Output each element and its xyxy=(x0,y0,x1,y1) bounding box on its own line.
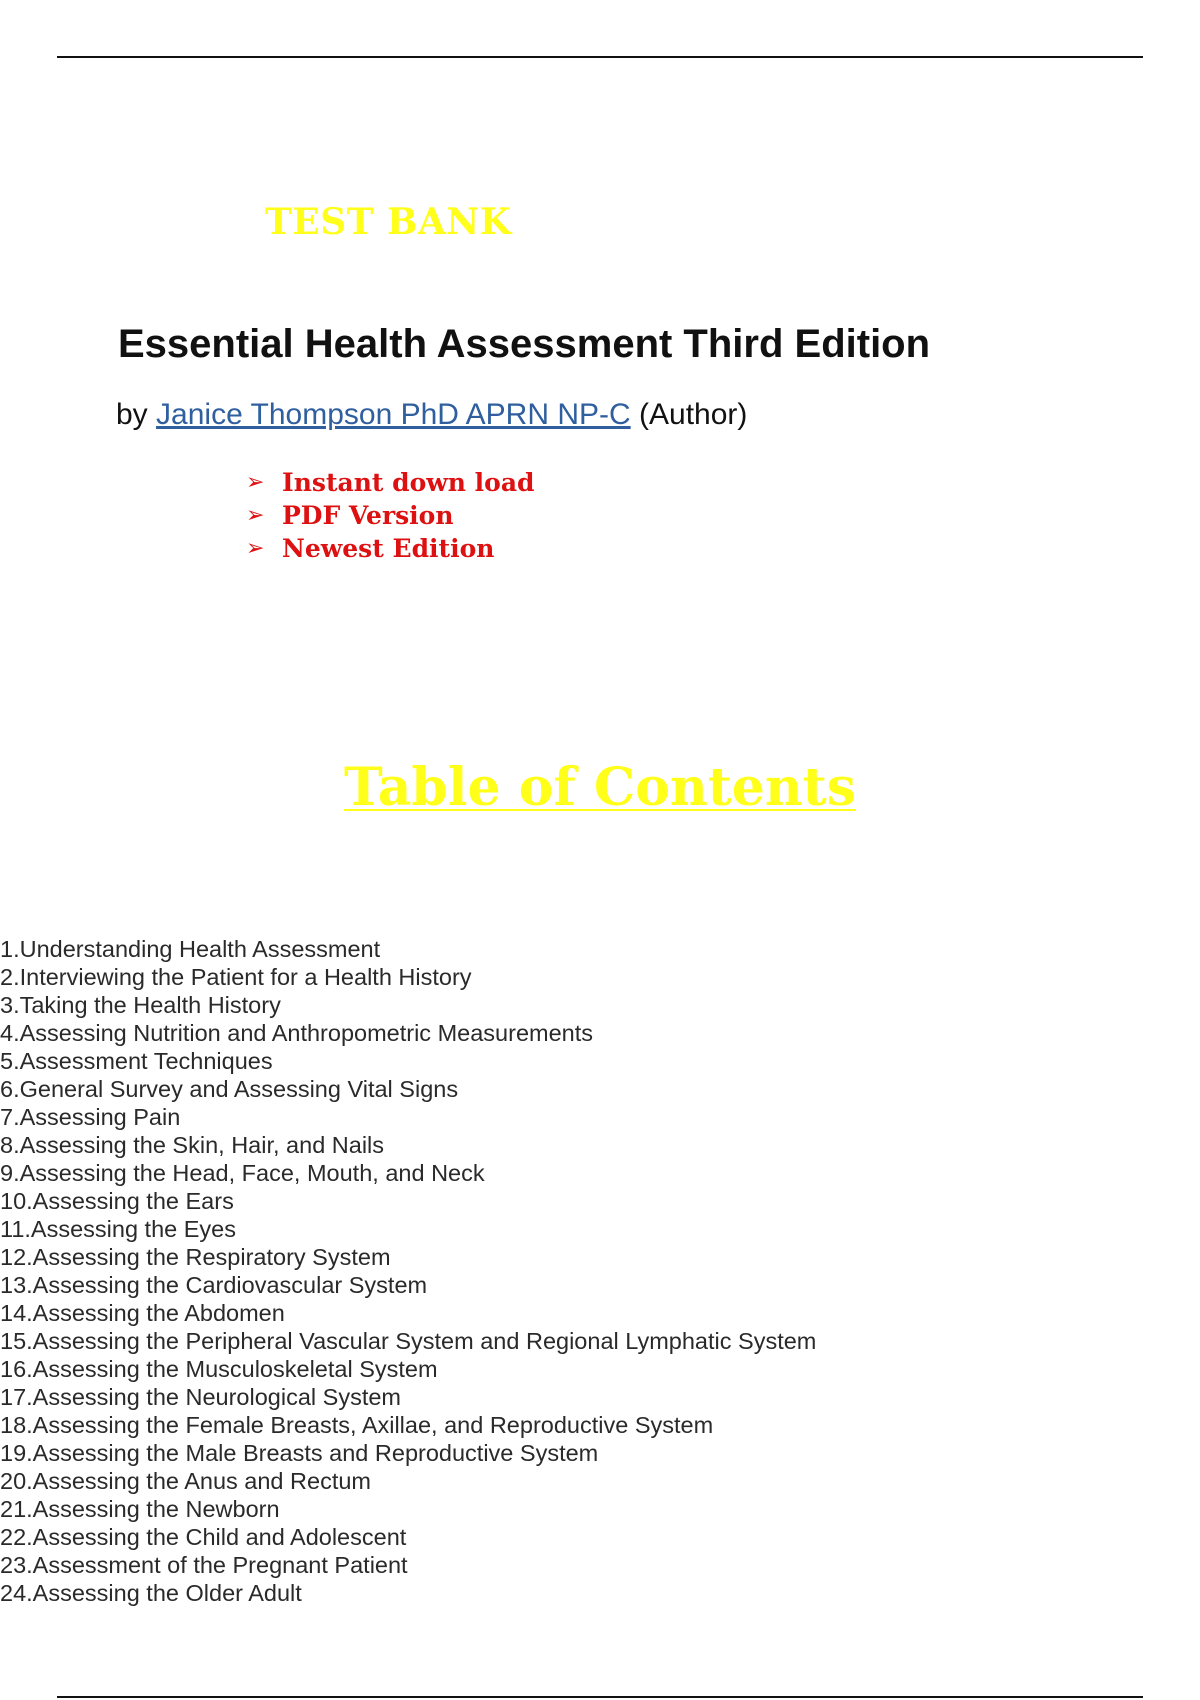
toc-item: 13.Assessing the Cardiovascular System xyxy=(0,1272,428,1298)
arrow-bullet-icon: ➢ xyxy=(246,470,265,495)
test-bank-label: TEST BANK xyxy=(265,201,512,243)
toc-item: 21.Assessing the Newborn xyxy=(0,1496,280,1522)
toc-item: 22.Assessing the Child and Adolescent xyxy=(0,1524,407,1550)
toc-heading-text: Table of Contents xyxy=(344,757,856,818)
feature-label: PDF Version xyxy=(282,501,454,530)
arrow-bullet-icon: ➢ xyxy=(246,503,265,528)
toc-item: 3.Taking the Health History xyxy=(0,992,281,1018)
toc-item: 12.Assessing the Respiratory System xyxy=(0,1244,391,1270)
toc-item: 20.Assessing the Anus and Rectum xyxy=(0,1468,371,1494)
author-link[interactable]: Janice Thompson PhD APRN NP-C xyxy=(156,398,631,431)
toc-item: 11.Assessing the Eyes xyxy=(0,1216,236,1242)
feature-item xyxy=(246,532,535,565)
toc-item: 8.Assessing the Skin, Hair, and Nails xyxy=(0,1132,385,1158)
bottom-rule xyxy=(57,1696,1143,1698)
toc-item: 1.Understanding Health Assessment xyxy=(0,936,381,962)
toc-item: 7.Assessing Pain xyxy=(0,1104,181,1130)
byline-suffix: (Author) xyxy=(639,398,748,431)
toc-item: 2.Interviewing the Patient for a Health History xyxy=(0,964,472,990)
feature-list xyxy=(246,466,535,565)
toc-list xyxy=(0,935,816,1607)
toc-item: 23.Assessment of the Pregnant Patient xyxy=(0,1552,408,1578)
book-title: Essential Health Assessment Third Edition xyxy=(118,322,931,366)
toc-item: 18.Assessing the Female Breasts, Axillae, and Reproductive System xyxy=(0,1412,714,1438)
toc-item: 16.Assessing the Musculoskeletal System xyxy=(0,1356,438,1382)
toc-item: 5.Assessment Techniques xyxy=(0,1048,273,1074)
toc-item: 9.Assessing the Head, Face, Mouth, and Neck xyxy=(0,1160,485,1186)
toc-item: 24.Assessing the Older Adult xyxy=(0,1580,302,1606)
toc-heading xyxy=(0,756,1200,820)
byline xyxy=(116,396,747,434)
toc-item: 17.Assessing the Neurological System xyxy=(0,1384,402,1410)
arrow-bullet-icon: ➢ xyxy=(246,536,265,561)
feature-label: Instant down load xyxy=(282,468,535,497)
feature-item xyxy=(246,499,535,532)
toc-item: 6.General Survey and Assessing Vital Signs xyxy=(0,1076,459,1102)
feature-label: Newest Edition xyxy=(282,534,495,563)
toc-item: 4.Assessing Nutrition and Anthropometric Measurements xyxy=(0,1020,594,1046)
toc-item: 19.Assessing the Male Breasts and Reproductive System xyxy=(0,1440,599,1466)
toc-item: 14.Assessing the Abdomen xyxy=(0,1300,285,1326)
feature-item xyxy=(246,466,535,499)
toc-item: 10.Assessing the Ears xyxy=(0,1188,234,1214)
top-rule xyxy=(57,56,1143,58)
byline-prefix: by xyxy=(116,398,148,431)
toc-item: 15.Assessing the Peripheral Vascular System and Regional Lymphatic System xyxy=(0,1328,817,1354)
